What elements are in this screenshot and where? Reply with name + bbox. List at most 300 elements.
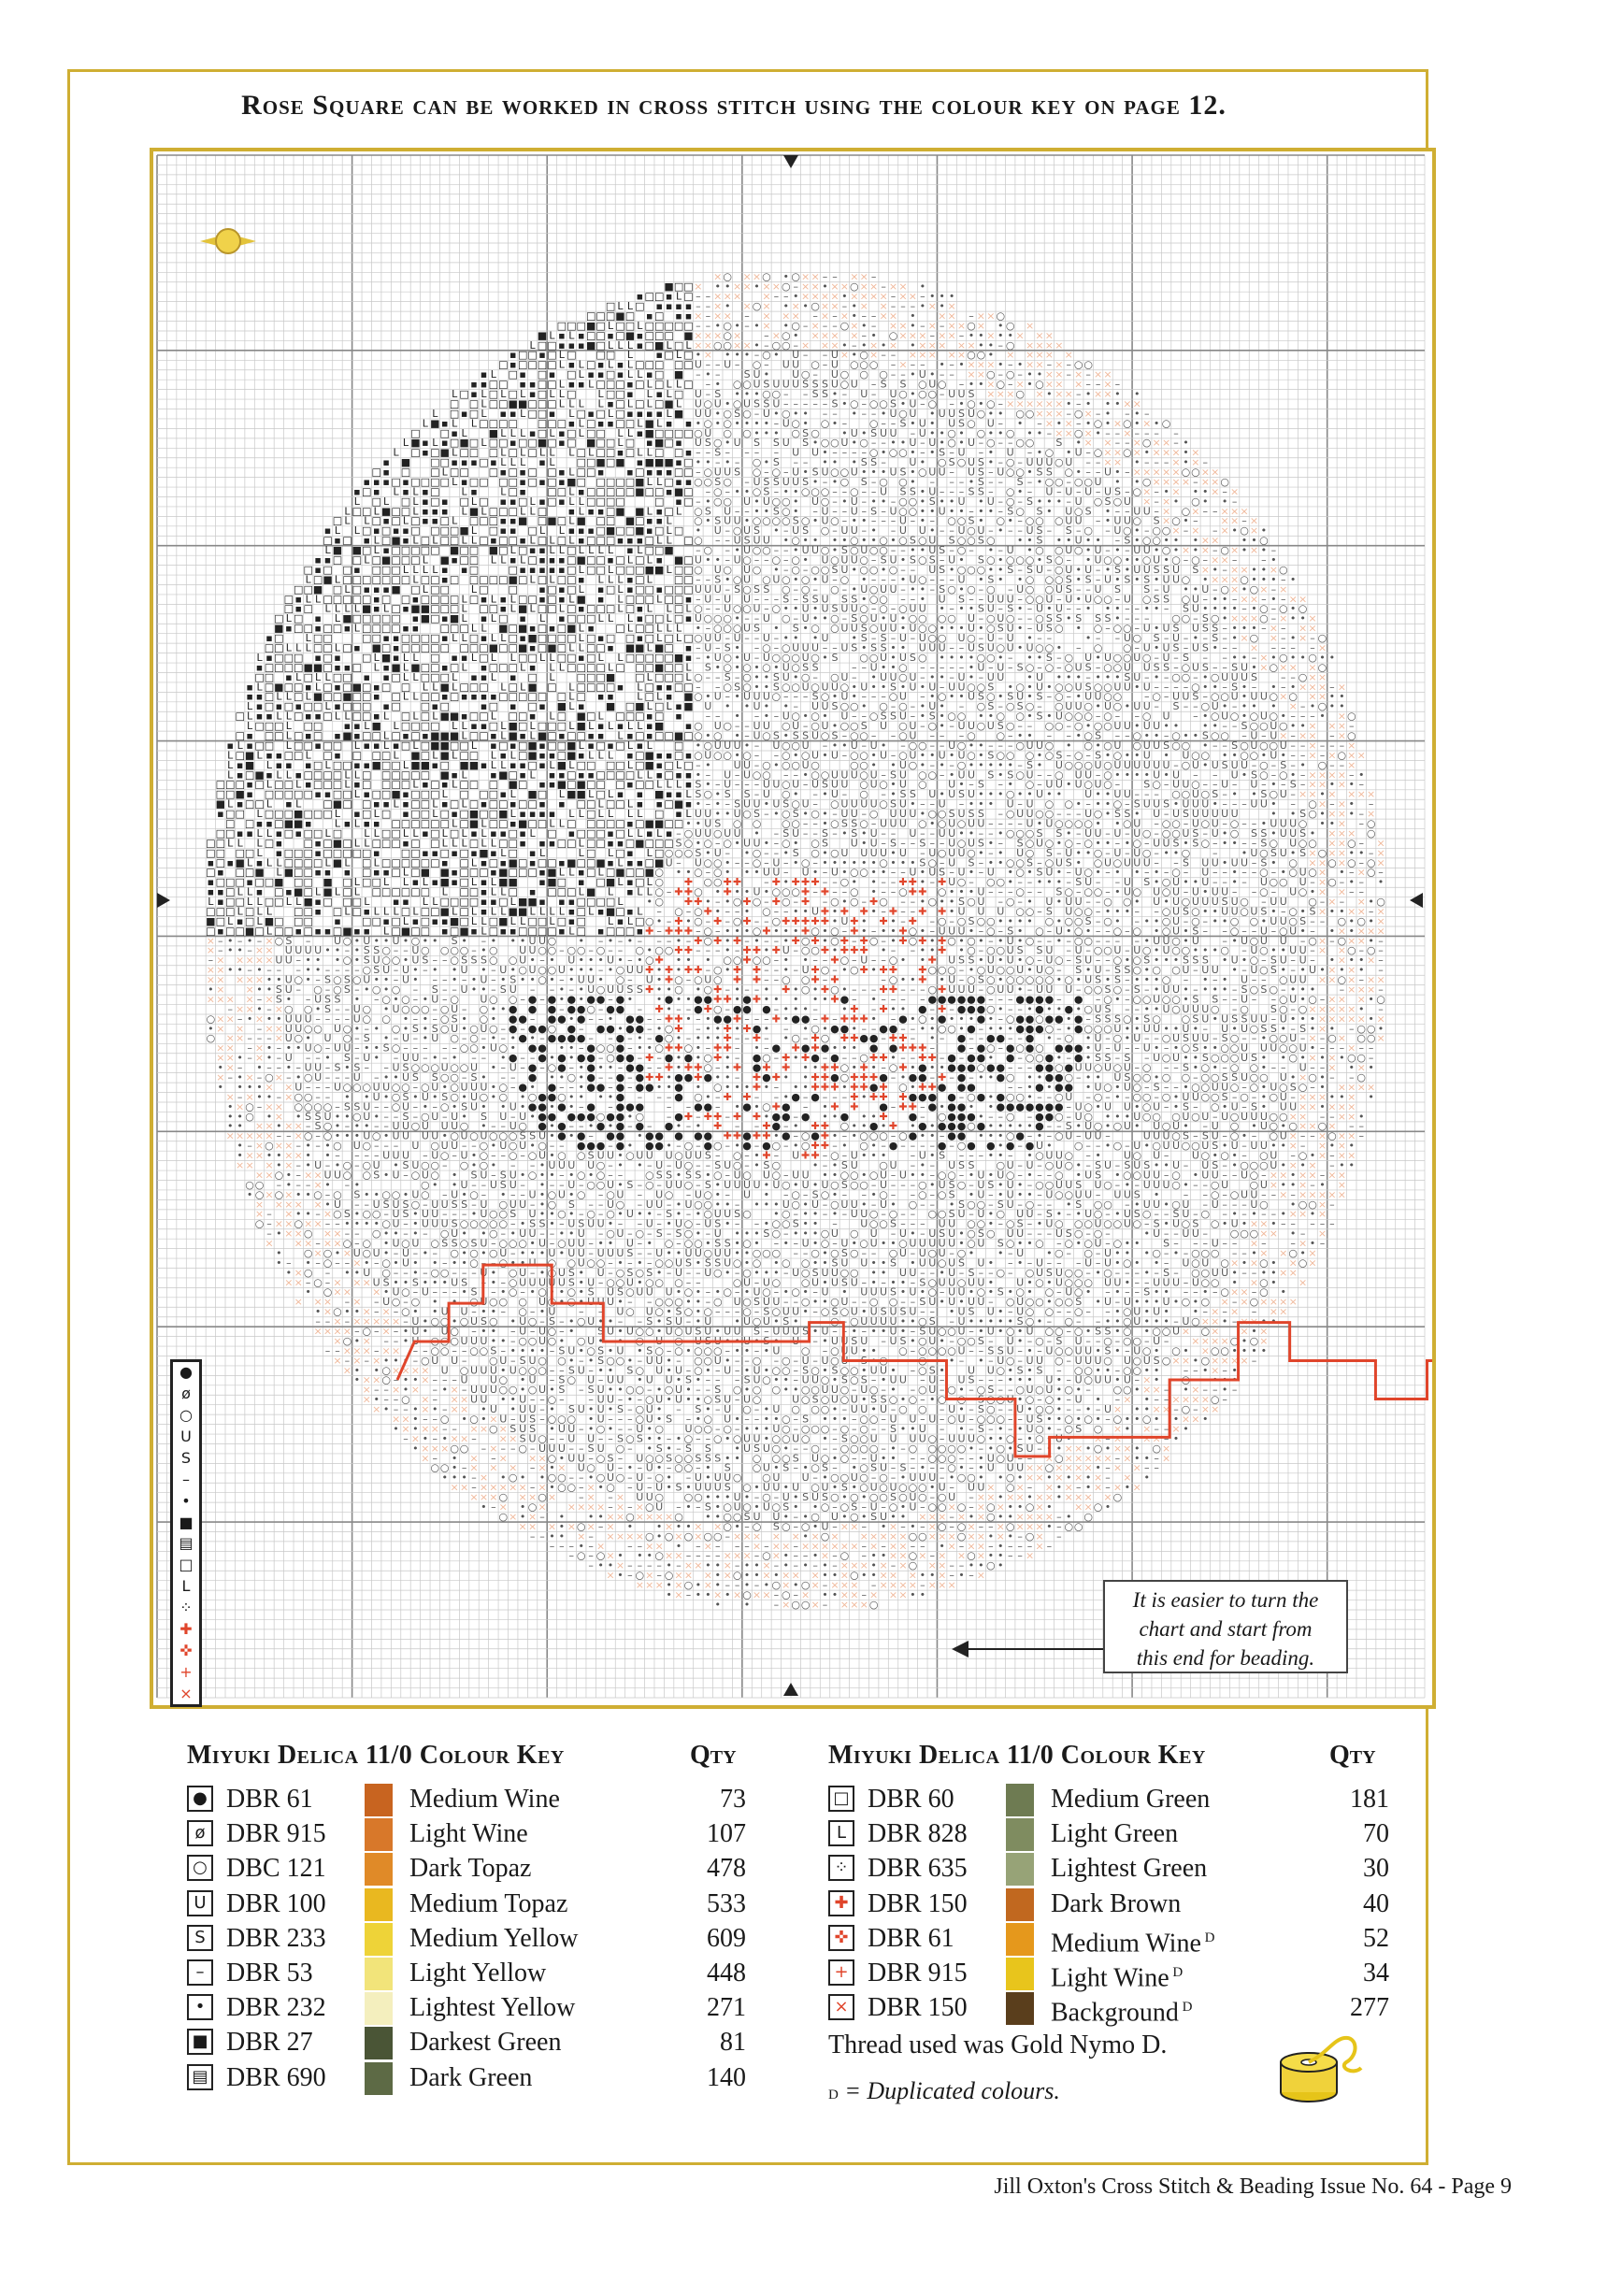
svg-text:L: L bbox=[256, 808, 263, 820]
svg-text:▪: ▪ bbox=[324, 554, 331, 567]
key-qty: 533 bbox=[690, 1887, 746, 1921]
svg-text:○: ○ bbox=[1279, 564, 1288, 576]
svg-text:L: L bbox=[491, 593, 497, 605]
svg-text:•: • bbox=[832, 456, 839, 468]
svg-text:□: □ bbox=[654, 309, 664, 322]
svg-text:•: • bbox=[920, 495, 926, 508]
key-code: DBR 828 bbox=[868, 1816, 968, 1851]
svg-text:S: S bbox=[1163, 798, 1169, 811]
svg-text:L: L bbox=[276, 691, 282, 703]
svg-text:–: – bbox=[1232, 593, 1238, 605]
svg-text:L: L bbox=[452, 632, 458, 644]
svg-text:×: × bbox=[772, 329, 781, 341]
svg-text:•: • bbox=[1202, 720, 1209, 732]
svg-text:•: • bbox=[1163, 720, 1169, 732]
svg-text:×: × bbox=[1153, 476, 1161, 488]
svg-text:U: U bbox=[821, 603, 828, 615]
svg-text:S: S bbox=[1114, 808, 1121, 820]
svg-text:•: • bbox=[841, 535, 848, 547]
svg-text:○: ○ bbox=[898, 447, 908, 459]
svg-text:•: • bbox=[841, 739, 848, 752]
svg-text:▪: ▪ bbox=[237, 798, 243, 811]
svg-text:×: × bbox=[1308, 612, 1316, 624]
svg-text:○: ○ bbox=[840, 700, 850, 712]
svg-text:○: ○ bbox=[1299, 817, 1308, 829]
svg-text:S: S bbox=[1017, 476, 1024, 488]
svg-text:■: ■ bbox=[410, 749, 420, 761]
svg-text:–: – bbox=[1232, 700, 1238, 712]
svg-text:–: – bbox=[1037, 779, 1042, 791]
svg-text:S: S bbox=[753, 808, 760, 820]
svg-text:S: S bbox=[997, 720, 1004, 732]
svg-text:▪: ▪ bbox=[402, 623, 409, 635]
svg-text:L: L bbox=[530, 603, 537, 615]
svg-text:•: • bbox=[1026, 535, 1033, 547]
svg-text:×: × bbox=[1279, 661, 1287, 673]
svg-text:U: U bbox=[724, 515, 731, 527]
svg-text:•: • bbox=[939, 359, 945, 371]
svg-text:L: L bbox=[685, 671, 692, 683]
svg-text:L: L bbox=[520, 505, 526, 517]
svg-text:U: U bbox=[1163, 710, 1170, 723]
svg-text:–: – bbox=[793, 583, 798, 596]
svg-text:U: U bbox=[695, 397, 702, 409]
svg-text:□: □ bbox=[635, 300, 644, 312]
svg-text:–: – bbox=[1300, 710, 1306, 723]
svg-text:○: ○ bbox=[733, 603, 742, 615]
svg-text:×: × bbox=[1026, 359, 1034, 371]
svg-text:□: □ bbox=[469, 798, 479, 811]
svg-text:•: • bbox=[793, 495, 799, 508]
svg-text:•: • bbox=[1329, 779, 1336, 791]
svg-text:–: – bbox=[1076, 642, 1082, 654]
svg-text:▪: ▪ bbox=[314, 788, 321, 800]
svg-text:S: S bbox=[1163, 739, 1169, 752]
svg-text:▪: ▪ bbox=[538, 583, 545, 596]
svg-text:U: U bbox=[1065, 593, 1072, 605]
svg-text:□: □ bbox=[362, 691, 371, 703]
svg-text:•: • bbox=[1075, 729, 1082, 741]
svg-text:–: – bbox=[696, 593, 701, 605]
svg-text:▪: ▪ bbox=[305, 710, 311, 723]
svg-text:▪: ▪ bbox=[382, 583, 389, 596]
colour-swatch bbox=[1006, 1888, 1034, 1921]
svg-text:■: ■ bbox=[518, 642, 527, 654]
svg-text:S: S bbox=[881, 710, 887, 723]
svg-text:–: – bbox=[988, 476, 994, 488]
svg-text:○: ○ bbox=[1240, 749, 1249, 761]
key-symbol: □ bbox=[828, 1786, 854, 1812]
svg-text:○: ○ bbox=[1083, 524, 1093, 537]
svg-text:–: – bbox=[1085, 583, 1091, 596]
svg-text:▪: ▪ bbox=[666, 466, 672, 479]
svg-text:•: • bbox=[696, 623, 702, 635]
svg-text:○: ○ bbox=[1055, 623, 1064, 635]
svg-text:–: – bbox=[940, 661, 945, 673]
svg-text:L: L bbox=[247, 720, 253, 732]
svg-text:–: – bbox=[823, 642, 828, 654]
svg-text:S: S bbox=[978, 603, 984, 615]
svg-text:□: □ bbox=[469, 642, 479, 654]
svg-text:•: • bbox=[1231, 524, 1238, 537]
svg-text:□: □ bbox=[440, 535, 450, 547]
svg-text:▪: ▪ bbox=[646, 827, 653, 839]
svg-text:L: L bbox=[335, 612, 341, 624]
svg-text:U: U bbox=[1095, 779, 1102, 791]
svg-text:L: L bbox=[579, 739, 585, 752]
svg-text:○: ○ bbox=[927, 720, 937, 732]
svg-text:•: • bbox=[764, 368, 770, 380]
svg-text:■: ■ bbox=[567, 476, 576, 488]
svg-text:S: S bbox=[1085, 661, 1092, 673]
svg-text:○: ○ bbox=[733, 623, 742, 635]
svg-text:U: U bbox=[851, 427, 858, 439]
svg-text:U: U bbox=[1221, 808, 1228, 820]
svg-text:○: ○ bbox=[927, 808, 937, 820]
svg-text:▪: ▪ bbox=[519, 564, 525, 576]
svg-text:□: □ bbox=[567, 729, 576, 741]
svg-text:□: □ bbox=[284, 779, 294, 791]
svg-text:▪: ▪ bbox=[685, 593, 692, 605]
svg-text:■: ■ bbox=[635, 485, 644, 497]
svg-text:S: S bbox=[978, 808, 984, 820]
svg-text:×: × bbox=[1074, 379, 1083, 391]
svg-text:▪: ▪ bbox=[597, 505, 604, 517]
svg-text:□: □ bbox=[342, 788, 352, 800]
svg-text:–: – bbox=[940, 681, 945, 693]
svg-text:L: L bbox=[539, 652, 546, 664]
svg-text:U: U bbox=[1065, 456, 1072, 468]
svg-text:–: – bbox=[852, 661, 857, 673]
svg-text:–: – bbox=[988, 739, 994, 752]
svg-text:▪: ▪ bbox=[607, 417, 613, 429]
svg-text:U: U bbox=[840, 564, 848, 576]
svg-text:S: S bbox=[1066, 573, 1072, 585]
svg-text:×: × bbox=[1240, 505, 1248, 517]
svg-text:□: □ bbox=[645, 652, 654, 664]
svg-text:•: • bbox=[1114, 573, 1121, 585]
svg-text:–: – bbox=[1096, 485, 1101, 497]
colour-swatch bbox=[1006, 1923, 1034, 1956]
svg-text:•: • bbox=[969, 739, 975, 752]
svg-text:×: × bbox=[1045, 408, 1054, 420]
svg-text:U: U bbox=[1113, 515, 1121, 527]
colour-swatch bbox=[1006, 1992, 1034, 2025]
svg-text:U: U bbox=[1182, 779, 1189, 791]
svg-text:•: • bbox=[861, 466, 868, 479]
svg-text:×: × bbox=[1162, 495, 1170, 508]
svg-text:U: U bbox=[987, 632, 995, 644]
svg-text:○: ○ bbox=[859, 564, 868, 576]
svg-text:•: • bbox=[822, 447, 828, 459]
svg-text:U: U bbox=[909, 456, 916, 468]
svg-text:•: • bbox=[1261, 817, 1268, 829]
svg-text:▪: ▪ bbox=[626, 749, 633, 761]
svg-text:▪: ▪ bbox=[549, 623, 555, 635]
svg-text:–: – bbox=[696, 320, 701, 332]
svg-text:□: □ bbox=[547, 339, 556, 352]
svg-text:▪: ▪ bbox=[617, 535, 624, 547]
svg-text:U: U bbox=[840, 623, 848, 635]
svg-text:U: U bbox=[948, 417, 955, 429]
svg-text:L: L bbox=[393, 447, 399, 459]
svg-text:–: – bbox=[1222, 564, 1227, 576]
svg-text:□: □ bbox=[450, 408, 459, 420]
svg-text:U: U bbox=[919, 603, 926, 615]
svg-text:○: ○ bbox=[704, 417, 713, 429]
svg-text:○: ○ bbox=[1308, 798, 1317, 811]
svg-text:–: – bbox=[812, 827, 818, 839]
svg-text:L: L bbox=[608, 661, 614, 673]
svg-text:□: □ bbox=[371, 749, 380, 761]
svg-text:▪: ▪ bbox=[597, 417, 604, 429]
svg-text:○: ○ bbox=[821, 564, 830, 576]
svg-text:U: U bbox=[840, 603, 848, 615]
svg-text:U: U bbox=[968, 437, 975, 449]
svg-text:•: • bbox=[1173, 720, 1180, 732]
svg-text:L: L bbox=[461, 661, 467, 673]
svg-text:–: – bbox=[1193, 671, 1198, 683]
svg-text:□: □ bbox=[265, 729, 274, 741]
svg-text:×: × bbox=[1270, 623, 1278, 635]
svg-text:•: • bbox=[1026, 379, 1033, 391]
svg-text:▪: ▪ bbox=[344, 817, 351, 829]
svg-text:U: U bbox=[1133, 817, 1141, 829]
svg-text:○: ○ bbox=[957, 739, 967, 752]
svg-text:•: • bbox=[1026, 427, 1033, 439]
svg-text:S: S bbox=[968, 808, 974, 820]
svg-text:□: □ bbox=[440, 476, 450, 488]
svg-text:○: ○ bbox=[1152, 691, 1161, 703]
svg-text:○: ○ bbox=[957, 759, 967, 771]
svg-text:•: • bbox=[997, 554, 1004, 567]
svg-text:□: □ bbox=[595, 564, 605, 576]
svg-text:L: L bbox=[637, 808, 643, 820]
svg-text:–: – bbox=[1105, 544, 1111, 556]
svg-text:○: ○ bbox=[879, 603, 888, 615]
svg-text:□: □ bbox=[586, 612, 595, 624]
key-qty: 271 bbox=[690, 1990, 746, 2025]
svg-text:□: □ bbox=[469, 476, 479, 488]
svg-text:▪: ▪ bbox=[617, 359, 624, 371]
svg-text:•: • bbox=[920, 280, 926, 293]
svg-text:U: U bbox=[792, 779, 799, 791]
svg-text:–: – bbox=[754, 749, 760, 761]
svg-text:▪: ▪ bbox=[393, 652, 399, 664]
key-qty: 478 bbox=[690, 1851, 746, 1886]
svg-text:○: ○ bbox=[772, 554, 782, 567]
svg-text:○: ○ bbox=[1026, 437, 1035, 449]
svg-text:○: ○ bbox=[1083, 476, 1093, 488]
svg-text:■: ■ bbox=[459, 437, 468, 449]
svg-text:–: – bbox=[1329, 759, 1335, 771]
svg-text:U: U bbox=[811, 642, 819, 654]
svg-text:□: □ bbox=[615, 798, 624, 811]
svg-text:■: ■ bbox=[489, 642, 498, 654]
svg-text:□: □ bbox=[410, 642, 420, 654]
svg-text:–: – bbox=[920, 291, 925, 303]
svg-text:□: □ bbox=[567, 632, 576, 644]
svg-text:–: – bbox=[891, 729, 897, 741]
svg-text:□: □ bbox=[586, 359, 595, 371]
svg-text:○: ○ bbox=[753, 359, 762, 371]
svg-text:–: – bbox=[891, 515, 897, 527]
svg-text:–: – bbox=[1261, 554, 1267, 567]
svg-text:▪: ▪ bbox=[285, 798, 292, 811]
svg-text:▪: ▪ bbox=[441, 691, 448, 703]
svg-text:–: – bbox=[832, 271, 838, 283]
svg-text:▪: ▪ bbox=[549, 368, 555, 380]
svg-text:S: S bbox=[890, 768, 897, 781]
key-qty: 107 bbox=[690, 1816, 746, 1851]
svg-text:□: □ bbox=[274, 729, 283, 741]
svg-text:□: □ bbox=[469, 437, 479, 449]
svg-text:□: □ bbox=[469, 515, 479, 527]
svg-text:S: S bbox=[1085, 573, 1092, 585]
svg-text:•: • bbox=[997, 759, 1004, 771]
svg-text:□: □ bbox=[216, 779, 225, 791]
svg-text:□: □ bbox=[586, 817, 595, 829]
svg-text:○: ○ bbox=[742, 379, 752, 391]
svg-text:U: U bbox=[1172, 768, 1180, 781]
svg-text:–: – bbox=[940, 388, 945, 400]
svg-text:L: L bbox=[520, 447, 526, 459]
svg-text:–: – bbox=[1047, 691, 1053, 703]
svg-text:–: – bbox=[1222, 661, 1227, 673]
svg-text:▪: ▪ bbox=[373, 691, 380, 703]
svg-text:•: • bbox=[1037, 554, 1043, 567]
svg-text:•: • bbox=[988, 339, 995, 352]
svg-text:□: □ bbox=[225, 779, 235, 791]
svg-text:–: – bbox=[1067, 408, 1072, 420]
svg-text:□: □ bbox=[664, 593, 673, 605]
svg-text:□: □ bbox=[430, 524, 439, 537]
svg-text:□: □ bbox=[577, 671, 586, 683]
svg-text:□: □ bbox=[401, 573, 410, 585]
svg-text:□: □ bbox=[342, 798, 352, 811]
svg-text:•: • bbox=[1134, 573, 1141, 585]
key-symbol: ⁘ bbox=[828, 1855, 854, 1881]
svg-text:L: L bbox=[647, 573, 653, 585]
svg-text:U: U bbox=[1045, 593, 1053, 605]
svg-text:L: L bbox=[403, 759, 409, 771]
svg-text:○: ○ bbox=[1220, 583, 1229, 596]
svg-text:○: ○ bbox=[1171, 817, 1181, 829]
svg-text:×: × bbox=[1094, 388, 1102, 400]
svg-text:▪: ▪ bbox=[675, 788, 682, 800]
svg-text:–: – bbox=[891, 359, 897, 371]
svg-text:○: ○ bbox=[1171, 515, 1181, 527]
svg-text:–: – bbox=[706, 710, 711, 723]
svg-text:•: • bbox=[1046, 505, 1053, 517]
svg-text:▪: ▪ bbox=[461, 710, 467, 723]
svg-text:–: – bbox=[754, 710, 760, 723]
svg-text:•: • bbox=[997, 652, 1004, 664]
svg-text:■: ■ bbox=[342, 612, 352, 624]
svg-text:–: – bbox=[1222, 788, 1227, 800]
svg-text:□: □ bbox=[430, 593, 439, 605]
svg-text:U: U bbox=[743, 544, 751, 556]
svg-text:–: – bbox=[1067, 729, 1072, 741]
svg-text:□: □ bbox=[333, 671, 342, 683]
svg-text:□: □ bbox=[440, 427, 450, 439]
svg-text:U: U bbox=[958, 447, 966, 459]
svg-text:□: □ bbox=[509, 564, 518, 576]
svg-text:×: × bbox=[801, 339, 810, 352]
svg-text:▪: ▪ bbox=[373, 485, 380, 497]
svg-text:•: • bbox=[978, 573, 984, 585]
svg-text:L: L bbox=[608, 749, 614, 761]
svg-text:U: U bbox=[948, 788, 955, 800]
svg-text:○: ○ bbox=[1103, 593, 1112, 605]
svg-text:□: □ bbox=[479, 681, 488, 693]
svg-text:L: L bbox=[412, 495, 419, 508]
svg-text:•: • bbox=[861, 700, 868, 712]
svg-text:□: □ bbox=[635, 593, 644, 605]
svg-text:▪: ▪ bbox=[519, 485, 525, 497]
svg-text:–: – bbox=[1154, 456, 1159, 468]
svg-text:•: • bbox=[978, 397, 984, 409]
svg-text:□: □ bbox=[401, 554, 410, 567]
svg-text:•: • bbox=[753, 505, 760, 517]
svg-text:U: U bbox=[1172, 808, 1180, 820]
svg-text:▪: ▪ bbox=[626, 466, 633, 479]
svg-text:U: U bbox=[958, 388, 966, 400]
svg-text:–: – bbox=[793, 280, 798, 293]
svg-text:□: □ bbox=[538, 788, 547, 800]
svg-text:▪: ▪ bbox=[509, 515, 516, 527]
svg-text:U: U bbox=[743, 759, 751, 771]
svg-text:L: L bbox=[364, 554, 370, 567]
svg-text:–: – bbox=[1173, 759, 1179, 771]
svg-text:U: U bbox=[948, 827, 955, 839]
svg-text:–: – bbox=[696, 368, 701, 380]
svg-text:•: • bbox=[764, 427, 770, 439]
key-row bbox=[187, 2060, 767, 2095]
svg-text:×: × bbox=[1065, 388, 1073, 400]
svg-text:U: U bbox=[909, 681, 916, 693]
svg-text:S: S bbox=[725, 642, 731, 654]
svg-text:□: □ bbox=[509, 466, 518, 479]
svg-text:U: U bbox=[889, 408, 897, 420]
svg-text:–: – bbox=[949, 485, 954, 497]
svg-text:○: ○ bbox=[1132, 729, 1141, 741]
svg-text:○: ○ bbox=[782, 339, 791, 352]
svg-text:○: ○ bbox=[1055, 700, 1064, 712]
svg-text:×: × bbox=[1338, 720, 1346, 732]
svg-text:•: • bbox=[725, 808, 731, 820]
svg-text:U: U bbox=[1153, 739, 1160, 752]
svg-text:U: U bbox=[987, 603, 995, 615]
svg-text:□: □ bbox=[567, 427, 576, 439]
key-code: DBR 233 bbox=[226, 1921, 326, 1956]
svg-text:•: • bbox=[764, 417, 770, 429]
svg-text:×: × bbox=[860, 271, 868, 283]
svg-text:U: U bbox=[1026, 524, 1034, 537]
key-row bbox=[187, 1816, 767, 1851]
svg-text:○: ○ bbox=[879, 544, 888, 556]
svg-text:–: – bbox=[706, 623, 711, 635]
svg-text:○: ○ bbox=[1083, 779, 1093, 791]
svg-text:□: □ bbox=[284, 808, 294, 820]
svg-text:U: U bbox=[1036, 681, 1043, 693]
svg-text:○: ○ bbox=[898, 495, 908, 508]
svg-text:U: U bbox=[763, 788, 770, 800]
svg-text:L: L bbox=[647, 379, 653, 391]
svg-text:•: • bbox=[783, 271, 790, 283]
svg-text:S: S bbox=[773, 681, 780, 693]
svg-text:S: S bbox=[1241, 720, 1248, 732]
